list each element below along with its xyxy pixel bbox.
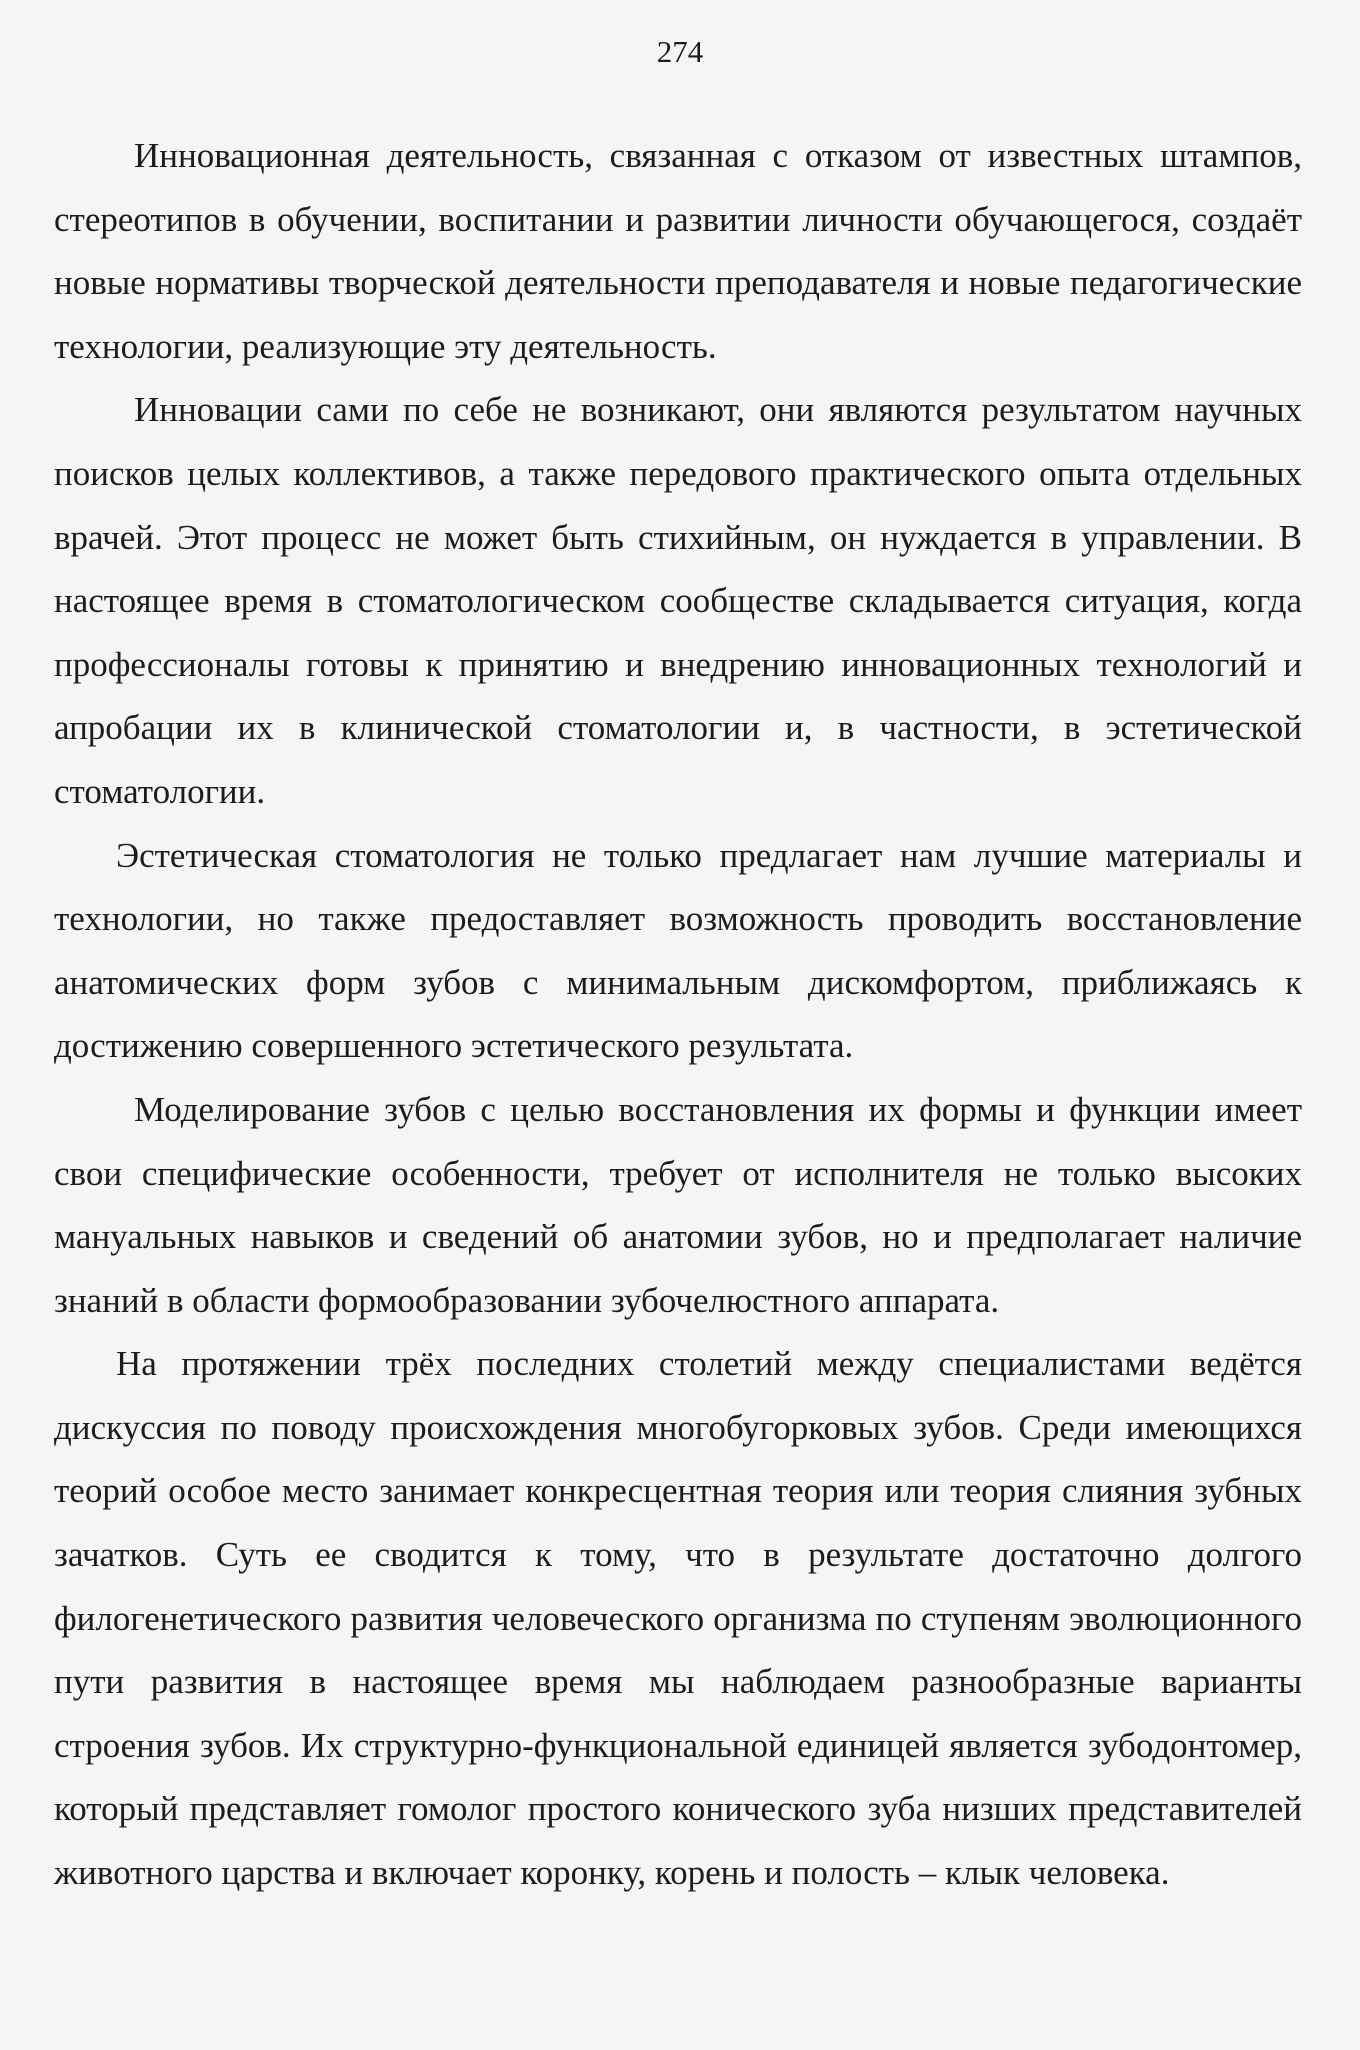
paragraph-innovation-activity: Инновационная деятельность, связанная с отказом от известных штампов, стереотипов в обучении, воспитании и развитии личности обучающегося, создаёт новые нормативы творческой деятельности преподавателя и новые педагогические технологии, реализующие эту деятельность. xyxy=(54,136,1302,366)
paragraph-tooth-modeling: Моделирование зубов с целью восстановления их формы и функции имеет свои специфические особенности, требует от исполнителя не только высоких мануальных навыков и сведений об анатомии зубов, но и предполагает наличие знаний в области формообразовании зубочелюстного аппарата. xyxy=(54,1089,1302,1320)
paragraph-aesthetic-dentistry: Эстетическая стоматология не только предлагает нам лучшие материалы и технологии, но также предоставляет возможность проводить восстановление анатомических форм зубов с минимальным дискомфортом, приближаясь к достижению совершенного эстетического результата. xyxy=(54,835,1302,1066)
body-text xyxy=(54,124,1302,1905)
page-number: 274 xyxy=(656,34,704,69)
paragraph-innovations-origin: Инновации сами по себе не возникают, они являются результатом научных поисков целых коллективов, а также передового практического опыта отдельных врачей. Этот процесс не может быть стихийным, он нуждается в управлении. В настоящее время в стоматологическом сообществе складывается ситуация, когда профессионалы готовы к принятию и внедрению инновационных технологий и апробации их в клинической стоматологии и, в частности, в эстетической стоматологии. xyxy=(54,390,1302,811)
paragraph-concrescence-theory: На протяжении трёх последних столетий между специалистами ведётся дискуссия по поводу происхождения многобугорковых зубов. Среди имеющихся теорий особое место занимает конкресцентная теория или теория слияния зубных зачатков. Суть ее сводится к тому, что в результате достаточно долгого филогенетического развития человеческого организма по ступеням эволюционного пути развития в настоящее время мы наблюдаем разнообразные варианты строения зубов. Их структурно-функциональной единицей является зубодонтомер, который представляет гомолог простого конического зуба низших представителей животного царства и включает коронку, корень и полость – клык человека. xyxy=(54,1344,1302,1893)
